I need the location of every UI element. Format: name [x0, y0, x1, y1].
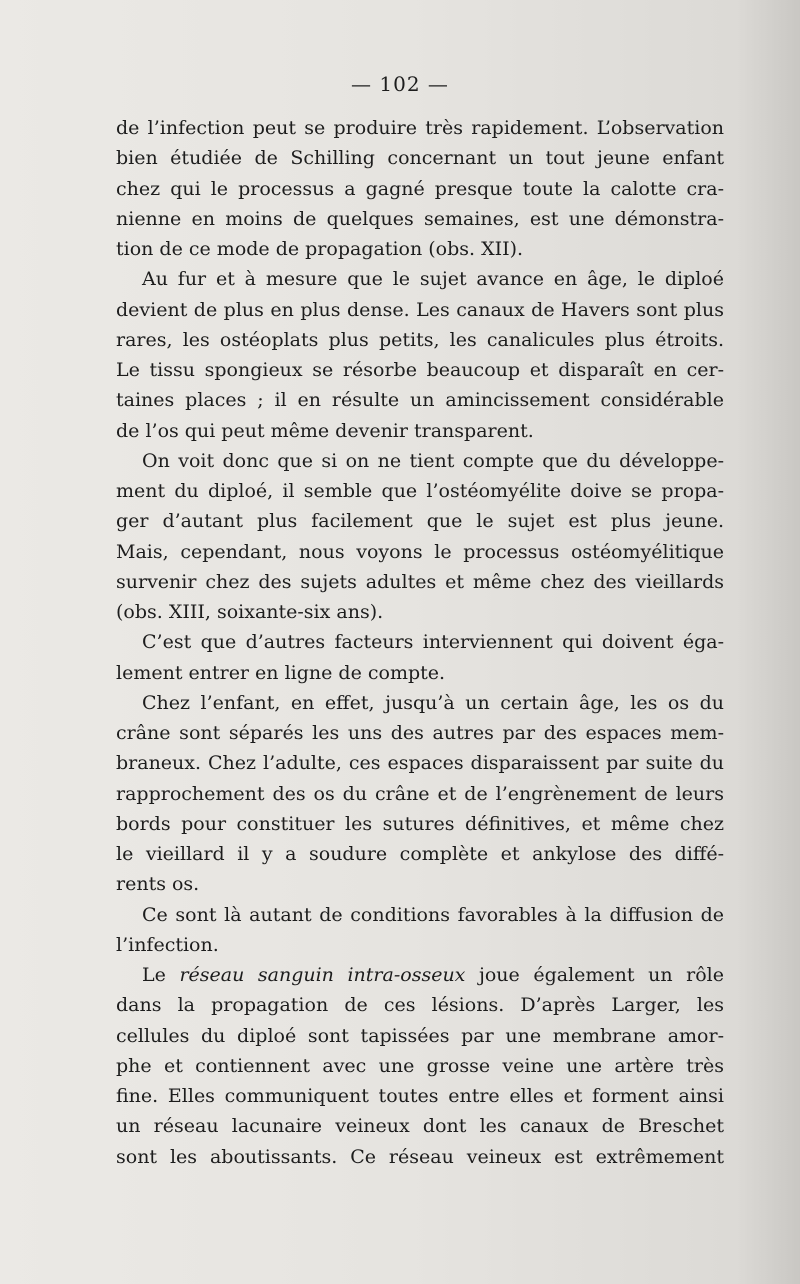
text-line: bords pour constituer les sutures définitives, et même chez: [116, 812, 724, 835]
text-line: dans la propagation de ces lésions. D’après Larger, les: [116, 994, 724, 1017]
text-line: crâne sont séparés les uns des autres par des espaces mem-: [116, 722, 724, 744]
text-line: braneux. Chez l’adulte, ces espaces disparaissent par suite du: [116, 752, 724, 775]
text-line: Ce sont là autant de conditions favorables à la diffusion de: [142, 903, 724, 926]
text-line: devient de plus en plus dense. Les canaux de Havers sont plus: [116, 298, 724, 321]
text-line: de l’os qui peut même devenir transparent.: [116, 419, 534, 442]
text-line: le vieillard il y a soudure complète et ankylose des diffé-: [116, 843, 724, 865]
text-line: taines places ; il en résulte un amincissement considérable: [116, 389, 724, 412]
text-line: Au fur et à mesure que le sujet avance en âge, le diploé: [142, 268, 724, 291]
text-line: On voit donc que si on ne tient compte que du développe-: [142, 449, 724, 472]
text-line: ger d’autant plus facilement que le sujet est plus jeune.: [116, 510, 724, 533]
text-line: Le réseau sanguin intra-osseux joue également un rôle: [142, 964, 724, 986]
text-line: C’est que d’autres facteurs interviennent qui doivent éga-: [142, 631, 724, 654]
text-line: de l’infection peut se produire très rapidement. L’observation: [116, 117, 724, 139]
text-line: rents os.: [116, 873, 200, 896]
text-line: chez qui le processus a gagné presque toute la calotte cra-: [116, 177, 724, 200]
text-line: cellules du diploé sont tapissées par une membrane amor-: [116, 1024, 724, 1047]
text-line: fine. Elles communiquent toutes entre elles et forment ainsi: [116, 1085, 724, 1107]
text-line: un réseau lacunaire veineux dont les canaux de Breschet: [116, 1115, 724, 1138]
page-number: — 102 —: [351, 72, 449, 96]
text-line: Le tissu spongieux se résorbe beaucoup et disparaît en cer-: [116, 359, 724, 381]
text-line: tion de ce mode de propagation (obs. XII).: [116, 238, 524, 260]
text-line: phe et contiennent avec une grosse veine une artère très: [116, 1054, 724, 1077]
text-line: ment du diploé, il semble que l’ostéomyélite doive se propa-: [116, 480, 724, 502]
text-line: nienne en moins de quelques semaines, est une démonstra-: [116, 207, 724, 230]
text-line: rapprochement des os du crâne et de l’engrènement de leurs: [116, 782, 724, 805]
italic-term: réseau sanguin intra-osseux: [179, 964, 466, 986]
text-line: rares, les ostéoplats plus petits, les canalicules plus étroits.: [116, 328, 724, 351]
text-line: survenir chez des sujets adultes et même chez des vieillards: [116, 570, 724, 593]
text-line: Chez l’enfant, en effet, jusqu’à un certain âge, les os du: [142, 691, 724, 714]
text-line: bien étudiée de Schilling concernant un tout jeune enfant: [116, 147, 724, 170]
text-line: (obs. XIII, soixante-six ans).: [116, 601, 384, 623]
text-line: l’infection.: [116, 933, 219, 956]
text-line: sont les aboutissants. Ce réseau veineux est extrêmement: [116, 1145, 724, 1168]
text-line: lement entrer en ligne de compte.: [116, 661, 446, 684]
text-line: Mais, cependant, nous voyons le processus ostéomyélitique: [116, 540, 724, 563]
